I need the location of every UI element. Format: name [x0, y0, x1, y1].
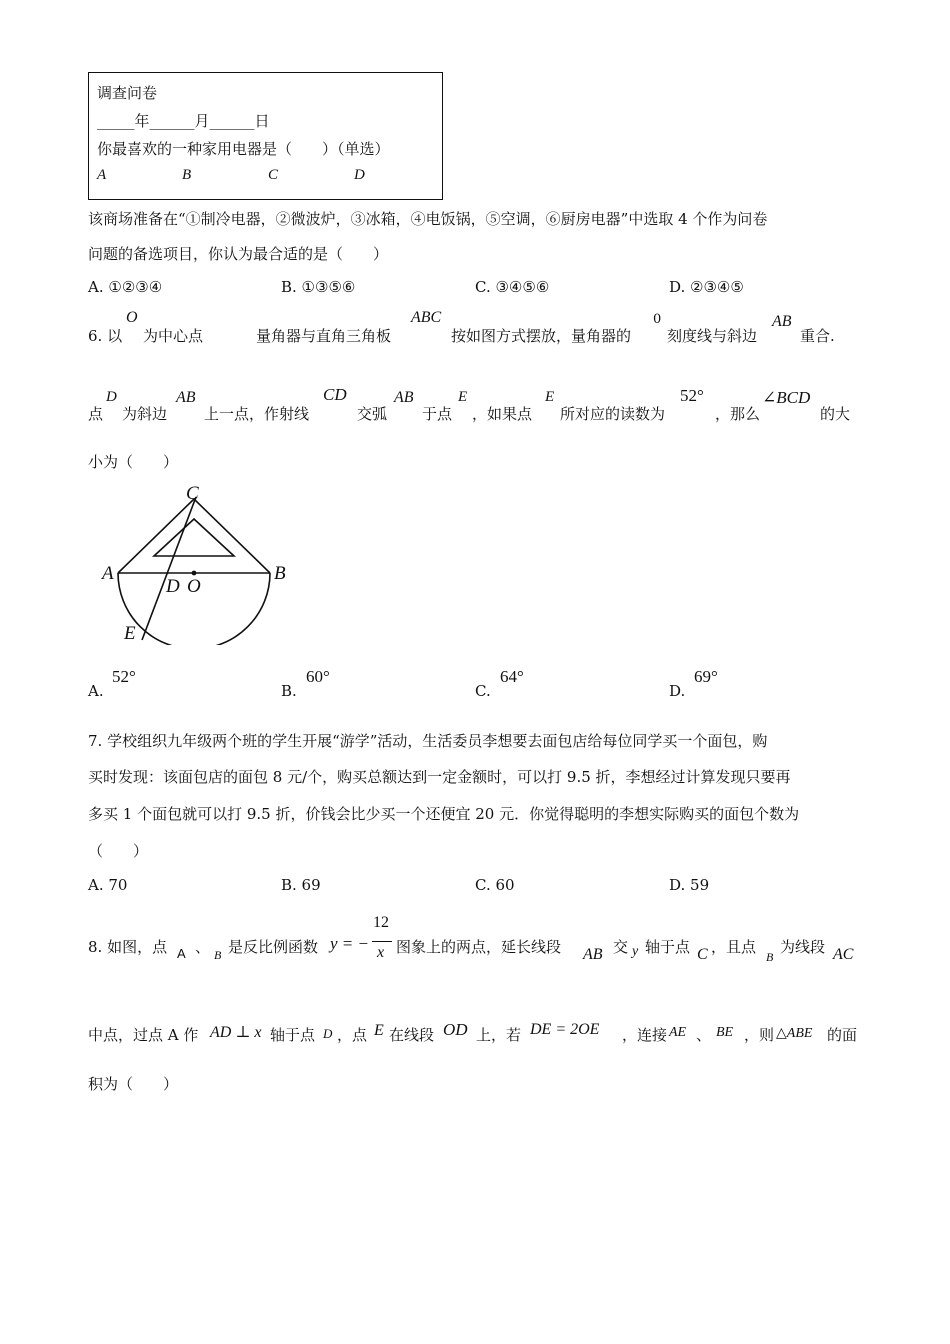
survey-choice-b: B: [182, 167, 192, 183]
q6-option-c-letter: C.: [475, 682, 491, 700]
fig-label-o: O: [187, 576, 201, 597]
q8-math-b-2: B: [766, 950, 774, 964]
q8-math-ad-perp-x: AD ⊥ x: [210, 1024, 262, 1041]
q8-math-be: BE: [716, 1025, 734, 1040]
q6-text-4: 按如图方式摆放，量角器的: [451, 327, 632, 345]
q8-text-17: 的面: [827, 1026, 858, 1044]
q8-text-18: 积为（ ）: [88, 1075, 179, 1093]
q6-text-11: 于点: [422, 405, 453, 423]
q6-option-d-value: 69°: [694, 667, 718, 686]
q6-text-12: ，如果点: [472, 405, 533, 423]
survey-choice-d: D: [354, 167, 365, 183]
q8-math-triangle-abe: △ABE: [776, 1026, 813, 1041]
q6-text-6: 重合.: [800, 327, 835, 345]
q8-math-y: y: [632, 944, 639, 959]
q8-frac-bar: [372, 941, 392, 942]
q8-text-11: ，点: [337, 1026, 368, 1044]
q8-text-16: ，则: [744, 1026, 775, 1044]
q7-option-c: C. 60: [475, 876, 515, 894]
q8-frac-numerator: 12: [373, 914, 389, 931]
q6-text-16: 小为（ ）: [88, 453, 179, 471]
q6-math-52: 52°: [680, 386, 704, 405]
q7-line-4: （ ）: [88, 842, 149, 860]
q6-math-e: E: [458, 389, 468, 405]
q6-option-a-value: 52°: [112, 667, 136, 686]
survey-choice-a: A: [97, 167, 107, 183]
fig-label-e: E: [124, 623, 136, 644]
q5-option-d: D. ②③④⑤: [669, 278, 744, 296]
q6-math-d: D: [106, 389, 117, 405]
survey-date-line: _____年______月______日: [97, 112, 270, 130]
q6-text-5: 刻度线与斜边: [667, 327, 758, 345]
q8-text-9: 中点，过点 A 作: [88, 1026, 199, 1044]
q8-text-13: 上，若: [476, 1026, 522, 1044]
q8-math-y-eq: y = −: [330, 934, 369, 953]
q7-line-2: 买时发现：该面包店的面包 8 元/个，购买总额达到一定金额时，可以打 9.5 折，李想经过计算发现只要再: [88, 768, 791, 786]
q8-text-1: 8. 如图，点: [88, 938, 168, 956]
q8-text-3: 是反比例函数: [228, 938, 319, 956]
q6-math-ab-3: AB: [394, 389, 414, 406]
q7-line-3: 多买 1 个面包就可以打 9.5 折，价钱会比少买一个还便宜 20 元．你觉得聪明的李想实际购买的面包个数为: [88, 805, 800, 823]
q6-math-ab-1: AB: [772, 313, 792, 330]
q8-math-ab: AB: [583, 946, 603, 963]
q7-option-b: B. 69: [281, 876, 321, 894]
q6-text-7: 点: [88, 405, 104, 423]
q6-text-15: 的大: [820, 405, 851, 423]
leg-bc: [194, 499, 270, 573]
survey-title: 调查问卷: [97, 84, 158, 102]
q8-text-14: ，连接: [622, 1026, 668, 1044]
q5-option-a: A. ①②③④: [88, 278, 163, 296]
q5-option-b: B. ①③⑤⑥: [281, 278, 356, 296]
q6-text-13: 所对应的读数为: [560, 405, 666, 423]
q6-text-10: 交弧: [357, 405, 388, 423]
survey-choice-c: C: [268, 167, 279, 183]
q8-math-de-eq: DE = 2OE: [530, 1021, 600, 1038]
q5-option-c: C. ③④⑤⑥: [475, 278, 550, 296]
q6-text-9: 上一点，作射线: [204, 405, 310, 423]
q8-frac-denominator: x: [377, 944, 385, 961]
q8-math-a: A: [177, 946, 186, 961]
fig-label-d: D: [166, 576, 180, 597]
q6-text-14: ，那么: [715, 405, 761, 423]
survey-question: 你最喜欢的一种家用电器是（ ）（单选）: [97, 140, 390, 158]
q7-option-d: D. 59: [669, 876, 710, 894]
q8-text-2: 、: [195, 938, 211, 956]
fig-label-c: C: [186, 483, 199, 504]
q6-math-bcd: ∠BCD: [762, 388, 811, 407]
q6-text-8: 为斜边: [122, 405, 168, 423]
q6-option-d-letter: D.: [669, 682, 686, 700]
q6-option-b-value: 60°: [306, 667, 330, 686]
leg-ac: [118, 499, 194, 573]
fig-label-a: A: [102, 563, 114, 584]
q6-text-2: 为中心点: [143, 327, 204, 345]
inner-triangle: [154, 519, 234, 556]
center-point-o: [192, 571, 197, 576]
q6-math-o: O: [126, 309, 138, 326]
q6-option-b-letter: B.: [281, 682, 297, 700]
q8-math-d: D: [323, 1026, 333, 1041]
ray-cd: [142, 497, 196, 640]
q8-math-e: E: [374, 1022, 384, 1039]
q6-math-zero: 0: [653, 312, 662, 327]
q7-line-1: 7. 学校组织九年级两个班的学生开展“游学”活动，生活委员李想要去面包店给每位同学买一个面包，购: [88, 732, 768, 750]
q8-text-6: 轴于点: [645, 938, 691, 956]
q8-text-10: 轴于点: [270, 1026, 316, 1044]
q6-math-e-2: E: [545, 389, 555, 405]
q8-text-4: 图象上的两点，延长线段: [396, 938, 562, 956]
q6-option-a-letter: A.: [88, 682, 104, 700]
q5-line-1: 该商场准备在“①制冷电器，②微波炉，③冰箱，④电饭锅，⑤空调，⑥厨房电器”中选取 4 个作为问卷: [88, 210, 768, 228]
fig-label-b: B: [274, 563, 286, 584]
q8-text-8: 为线段: [780, 938, 826, 956]
q6-option-c-value: 64°: [500, 667, 524, 686]
q8-math-od: OD: [443, 1020, 468, 1039]
q5-line-2: 问题的备选项目，你认为最合适的是（ ）: [88, 245, 389, 263]
q8-text-15: 、: [696, 1026, 712, 1044]
q8-text-5: 交: [613, 938, 629, 956]
q6-math-cd: CD: [323, 385, 347, 404]
q6-math-ab-2: AB: [176, 389, 196, 406]
q6-text-1: 6. 以: [88, 327, 123, 345]
q8-text-12: 在线段: [389, 1026, 435, 1044]
q6-text-3: 量角器与直角三角板: [256, 327, 392, 345]
q8-math-ae: AE: [669, 1025, 687, 1040]
q8-math-b: B: [214, 948, 222, 962]
q8-math-c: C: [697, 946, 708, 963]
q6-math-abc: ABC: [411, 309, 442, 326]
q7-option-a: A. 70: [88, 876, 128, 894]
q8-text-7: ，且点: [711, 938, 757, 956]
q8-math-ac: AC: [833, 946, 854, 963]
